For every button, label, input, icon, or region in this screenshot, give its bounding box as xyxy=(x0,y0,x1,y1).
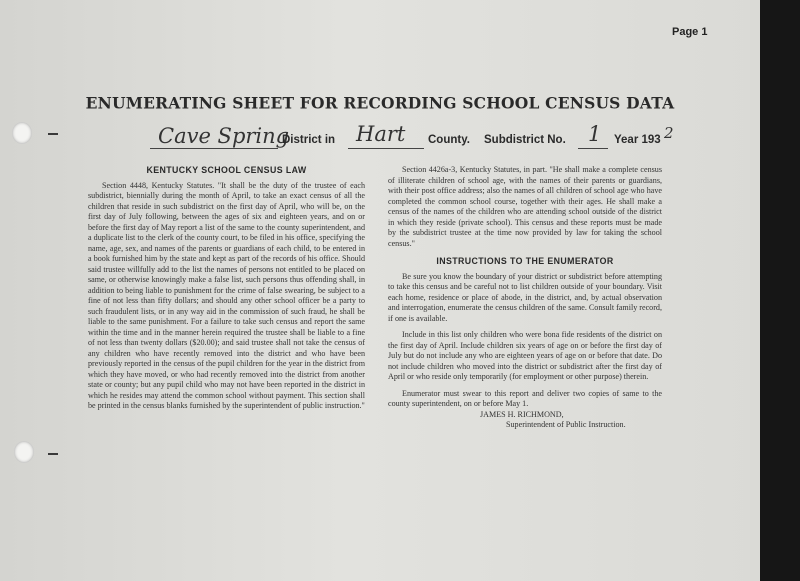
year-handwritten: 2 xyxy=(664,124,674,142)
instruction-delivery: Enumerator must swear to this report and deliver two copies of same to the county superintendent, on or before May 1. xyxy=(388,388,662,408)
punch-hole-top xyxy=(12,122,32,144)
punch-hole-mark-bottom xyxy=(48,453,58,455)
year-label: Year 193 xyxy=(614,134,661,146)
district-line xyxy=(150,122,674,154)
page-title: ENUMERATING SHEET FOR RECORDING SCHOOL CENSUS DATA xyxy=(85,92,675,113)
instruction-residents: Include in this list only children who were bona fide residents of the district on the first day of April. Include children six years of age on or before the first day of July but do not include any who are eighteen years of age on or before that date. Do not include children who moved into the district or subdistrict after the first day of April or who reside only temporarily (for employment or other purpose) therein. xyxy=(388,330,662,381)
county-label: County. xyxy=(428,134,470,146)
county-handwritten: Hart xyxy=(356,122,406,146)
page-number: Page 1 xyxy=(672,26,708,38)
page-edge-shadow xyxy=(760,0,800,581)
punch-hole-bottom xyxy=(14,441,34,463)
subdistrict-underline xyxy=(578,148,608,149)
subdistrict-label: Subdistrict No. xyxy=(484,134,566,146)
signature-name: JAMES H. RICHMOND, xyxy=(480,409,564,419)
left-column xyxy=(88,165,365,412)
census-law-heading: KENTUCKY SCHOOL CENSUS LAW xyxy=(146,165,307,175)
right-column xyxy=(388,165,662,431)
county-underline xyxy=(348,148,424,149)
district-handwritten: Cave Spring xyxy=(158,124,290,148)
district-label: District in xyxy=(282,134,336,146)
instructions-heading: INSTRUCTIONS TO THE ENUMERATOR xyxy=(436,256,614,266)
punch-hole-mark-top xyxy=(48,133,58,135)
subdistrict-handwritten: 1 xyxy=(588,122,602,146)
section-4448-text: Section 4448, Kentucky Statutes. "It shall be the duty of the trustee of each subdistrict, biennially during the month of April, to take an exact census of all the children that reside in such subdistrict on the first day of April, who will be, on the first day of July following, between the ages of six and eighteen years, and on or before the first day of May report a list of the same to the county superintendent, and a duplicate list to the clerk of the county court, to be filed in his office, specifying the name, age, sex, and names of the parents or guardians of each child, to be entered in a book furnished him by the state and kept as part of the records of his office. Should said trustee willfully add to the list the names of persons not entitled to be placed on same, or otherwise knowingly make a false list, such persons thus offending shall, in addition to being liable to punishment for the crime of false swearing, be subject to a fine of not less than fifty dollars; and should any other school officer be a party to such fraudulent lists, or in any way aid in the commission of such fraud, he shall be liable to the same punishment. For a failure to take such census and report the same within the time and in the manner herein required the trustee shall be liable to a fine of not less than twenty dollars ($20.00); and said trustee shall not take the census of any children who have recently removed into the district and who have been previously reported in the census of the pupil children for the year in the district from which they have moved, or who had recently removed into the district from another state or county; but any pupil child who may not have been reported in the district in which he resides may attend the common school without payment. This section shall be printed in the census blanks furnished by the superintendent of public instruction." xyxy=(88,180,365,410)
section-4426-text: Section 4426a-3, Kentucky Statutes, in part. "He shall make a complete census of illiterate children of school age, with the names of their parents or guardians, with their post office address; also the names of all children of school age who have completed the common school course, together with their ages. He shall make a census of the names of the children who are attending school outside of the district in which they reside (private school). This census and these reports must be made by the subdistrict trustee at the time now provided by law for taking the school census." xyxy=(388,165,662,248)
instruction-boundary: Be sure you know the boundary of your district or subdistrict before attempting to take this census and be careful not to list children outside of your boundary. Visit each home, residence or place of abode, in the district, and, by actual observation and interrogation, enumerate the census children of the same. Consult family record, if one is available. xyxy=(388,271,662,323)
signature-title: Superintendent of Public Instruction. xyxy=(506,420,626,429)
district-underline xyxy=(150,148,278,149)
